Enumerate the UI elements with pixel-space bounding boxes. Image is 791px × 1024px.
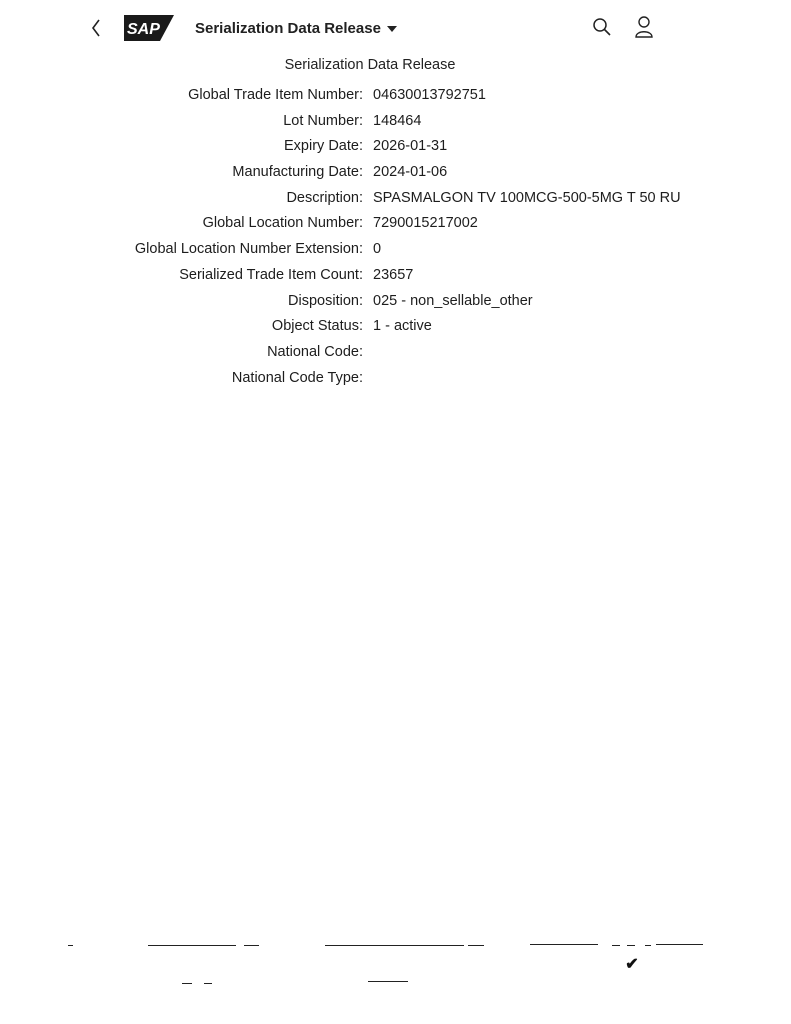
field-row-national-code	[0, 340, 791, 366]
footer-divider	[244, 945, 259, 946]
confirm-button[interactable]	[622, 954, 642, 974]
field-value: SPASMALGON TV 100MCG-500-5MG T 50 RU	[373, 189, 681, 206]
field-label: Serialized Trade Item Count:	[179, 266, 363, 283]
checkmark-icon: ✔	[625, 956, 639, 973]
detail-form	[0, 83, 791, 391]
user-icon	[632, 14, 656, 40]
field-label: Expiry Date:	[284, 138, 363, 155]
field-value: 1 - active	[373, 318, 432, 335]
field-value: 2026-01-31	[373, 138, 448, 155]
field-label: Lot Number:	[283, 112, 363, 129]
field-row-gln	[0, 211, 791, 237]
field-row-disposition	[0, 289, 791, 315]
field-value: 0	[373, 241, 382, 258]
field-label: Global Location Number Extension:	[134, 241, 363, 258]
field-label: Global Location Number:	[202, 215, 363, 232]
field-label: Global Trade Item Number:	[188, 87, 363, 103]
field-label: National Code Type:	[231, 369, 363, 386]
chevron-left-icon	[90, 18, 102, 38]
field-value: 7290015217002	[373, 215, 478, 232]
field-row-object-status	[0, 314, 791, 340]
footer-divider	[656, 944, 703, 945]
footer-divider	[204, 983, 212, 984]
back-button[interactable]	[84, 14, 108, 42]
footer-divider	[368, 981, 408, 982]
field-label: Object Status:	[271, 318, 363, 335]
field-row-description	[0, 186, 791, 212]
field-row-national-code-type	[0, 366, 791, 392]
search-button[interactable]	[590, 15, 614, 39]
field-row-lot-number	[0, 109, 791, 135]
field-value: 2024-01-06	[373, 164, 448, 181]
caret-down-icon	[387, 26, 397, 32]
footer-divider	[182, 983, 192, 984]
field-value: 025 - non_sellable_other	[373, 292, 533, 309]
field-value: 04630013792751	[373, 87, 486, 103]
form-title: Serialization Data Release	[284, 57, 456, 73]
field-row-gtin	[0, 83, 791, 109]
sap-logo	[124, 15, 174, 41]
footer-divider	[148, 945, 236, 946]
footer-divider	[627, 945, 635, 946]
footer-divider	[68, 945, 73, 946]
search-icon	[590, 15, 614, 39]
app-title-menu[interactable]	[195, 17, 397, 39]
field-row-item-count	[0, 263, 791, 289]
field-row-gln-extension	[0, 237, 791, 263]
field-row-expiry-date	[0, 134, 791, 160]
sap-logo-text: SAP	[127, 21, 160, 38]
field-label: Disposition:	[288, 292, 363, 309]
footer-divider	[325, 945, 464, 946]
field-label: Manufacturing Date:	[232, 164, 363, 181]
field-row-manufacturing-date	[0, 160, 791, 186]
footer-divider	[645, 945, 651, 946]
footer-divider	[530, 944, 598, 945]
app-title: Serialization Data Release	[195, 19, 381, 37]
field-value: 148464	[373, 112, 422, 129]
footer-toolbar	[0, 930, 791, 1000]
shell-bar	[0, 0, 791, 56]
field-value: 23657	[373, 266, 414, 283]
field-label: National Code:	[267, 343, 363, 360]
field-label: Description:	[286, 189, 363, 206]
footer-divider	[612, 945, 620, 946]
user-button[interactable]	[632, 14, 656, 40]
footer-divider	[468, 945, 484, 946]
